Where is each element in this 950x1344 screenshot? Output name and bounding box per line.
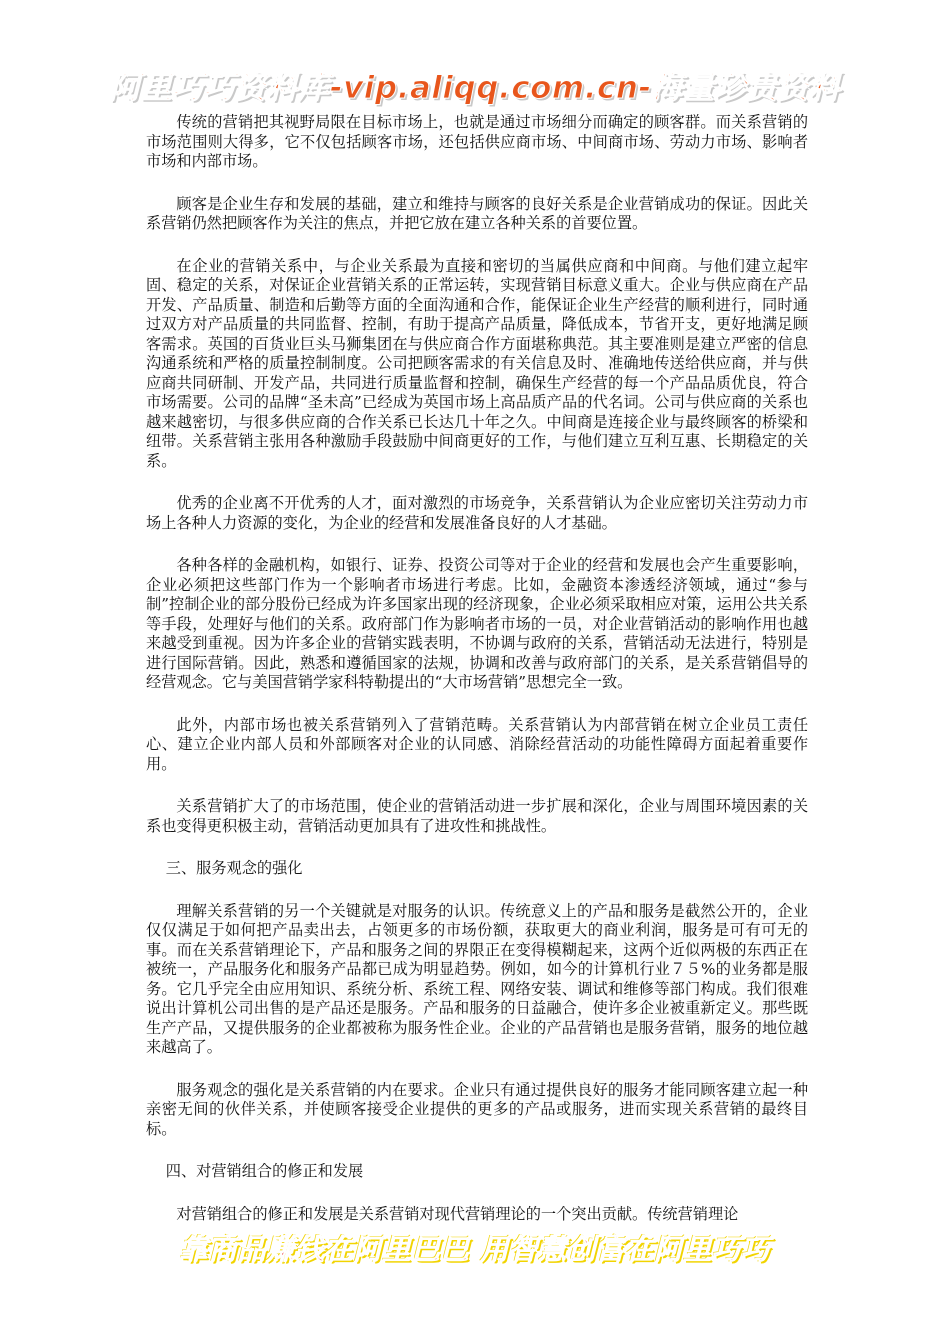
paragraph: 顾客是企业生存和发展的基础，建立和维持与顾客的良好关系是企业营销成功的保证。因此关系营销仍然把顾客作为关注的焦点，并把它放在建立各种关系的首要位置。: [146, 194, 808, 232]
paragraph: 服务观念的强化是关系营销的内在要求。企业只有通过提供良好的服务才能同顾客建立起一种亲密无间的伙伴关系，并使顾客接受企业提供的更多的产品或服务，进而实现关系营销的最终目标。: [146, 1080, 808, 1138]
paragraph: 在企业的营销关系中，与企业关系最为直接和密切的当属供应商和中间商。与他们建立起牢固、稳定的关系，对保证企业营销关系的正常运转，实现营销目标意义重大。企业与供应商在产品开发、产品质量、制造和后勤等方面的全面沟通和合作，能保证企业生产经营的顺利进行，同时通过双方对产品质量的共同监督、控制，有助于提高产品质量，降低成本，节省开支，更好地满足顾客需求。英国的百货业巨头马狮集团在与供应商合作方面堪称典范。其主要准则是建立严密的信息沟通系统和严格的质量控制制度。公司把顾客需求的有关信息及时、准确地传送给供应商，并与供应商共同研制、开发产品，共同进行质量监督和控制，确保生产经营的每一个产品品质优良，符合市场需要。公司的品牌“圣未高”已经成为英国市场上高品质产品的代名词。公司与供应商的关系也越来越密切，与很多供应商的合作关系已长达几十年之久。中间商是连接企业与最终顾客的桥梁和纽带。关系营销主张用各种激励手段鼓励中间商更好的工作，与他们建立互利互惠、长期稳定的关系。: [146, 256, 808, 470]
paragraph: 此外，内部市场也被关系营销列入了营销范畴。关系营销认为内部营销在树立企业员工责任心、建立企业内部人员和外部顾客对企业的认同感、消除经营活动的功能性障碍方面起着重要作用。: [146, 715, 808, 773]
paragraph: 关系营销扩大了的市场范围，使企业的营销活动进一步扩展和深化，企业与周围环境因素的关系也变得更积极主动，营销活动更加具有了进攻性和挑战性。: [146, 797, 808, 835]
section-heading-4: 四、对营销组合的修正和发展: [165, 1162, 364, 1180]
paragraph: 传统的营销把其视野局限在目标市场上，也就是通过市场细分而确定的顾客群。而关系营销的市场范围则大得多，它不仅包括顾客市场，还包括供应商市场、中间商市场、劳动力市场、影响者市场和内部市场。: [146, 113, 808, 170]
paragraph: 对营销组合的修正和发展是关系营销对现代营销理论的一个突出贡献。传统营销理论: [176, 1204, 739, 1223]
footer-banner: 靠商品赚钱在阿里巴巴 用智慧创富在阿里巧巧: [179, 1233, 771, 1266]
paragraph: 优秀的企业离不开优秀的人才，面对激烈的市场竞争，关系营销认为企业应密切关注劳动力市场上各种人力资源的变化，为企业的经营和发展准备良好的人才基础。: [146, 494, 808, 532]
document-body: [146, 113, 808, 1247]
section-heading-3: 三、服务观念的强化: [165, 859, 303, 877]
paragraph: 各种各样的金融机构，如银行、证券、投资公司等对于企业的经营和发展也会产生重要影响，企业必须把这些部门作为一个影响者市场进行考虑。比如，金融资本渗透经济领域，通过“参与制”控制企业的部分股份已经成为许多国家出现的经济现象，企业必须采取相应对策，运用公共关系等手段，处理好与他们的关系。政府部门作为影响者市场的一员，对企业营销活动的影响作用也越来越受到重视。因为许多企业的营销实践表明，不协调与政府的关系，营销活动无法进行，特别是进行国际营销。因此，熟悉和遵循国家的法规，协调和改善与政府部门的关系，是关系营销倡导的经营观念。它与美国营销学家科特勒提出的“大市场营销”思想完全一致。: [146, 556, 808, 691]
paragraph: 理解关系营销的另一个关键就是对服务的认识。传统意义上的产品和服务是截然公开的，企业仅仅满足于如何把产品卖出去，占领更多的市场份额，获取更大的商业利润，服务是可有可无的事。而在关系营销理论下，产品和服务之间的界限正在变得模糊起来，这两个近似两极的东西正在被统一，产品服务化和服务产品都已成为明显趋势。例如，如今的计算机行业７５%的业务都是服务。它几乎完全由应用知识、系统分析、系统工程、网络安装、调试和维修等部门构成。我们很难说出计算机公司出售的是产品还是服务。产品和服务的日益融合，使许多企业被重新定义。那些既生产产品，又提供服务的企业都被称为服务性企业。企业的产品营销也是服务营销，服务的地位越来越高了。: [146, 901, 808, 1056]
header-banner: 阿里巧巧资料库-vip.aliqq.com.cn-海量珍贵资料: [109, 70, 841, 106]
